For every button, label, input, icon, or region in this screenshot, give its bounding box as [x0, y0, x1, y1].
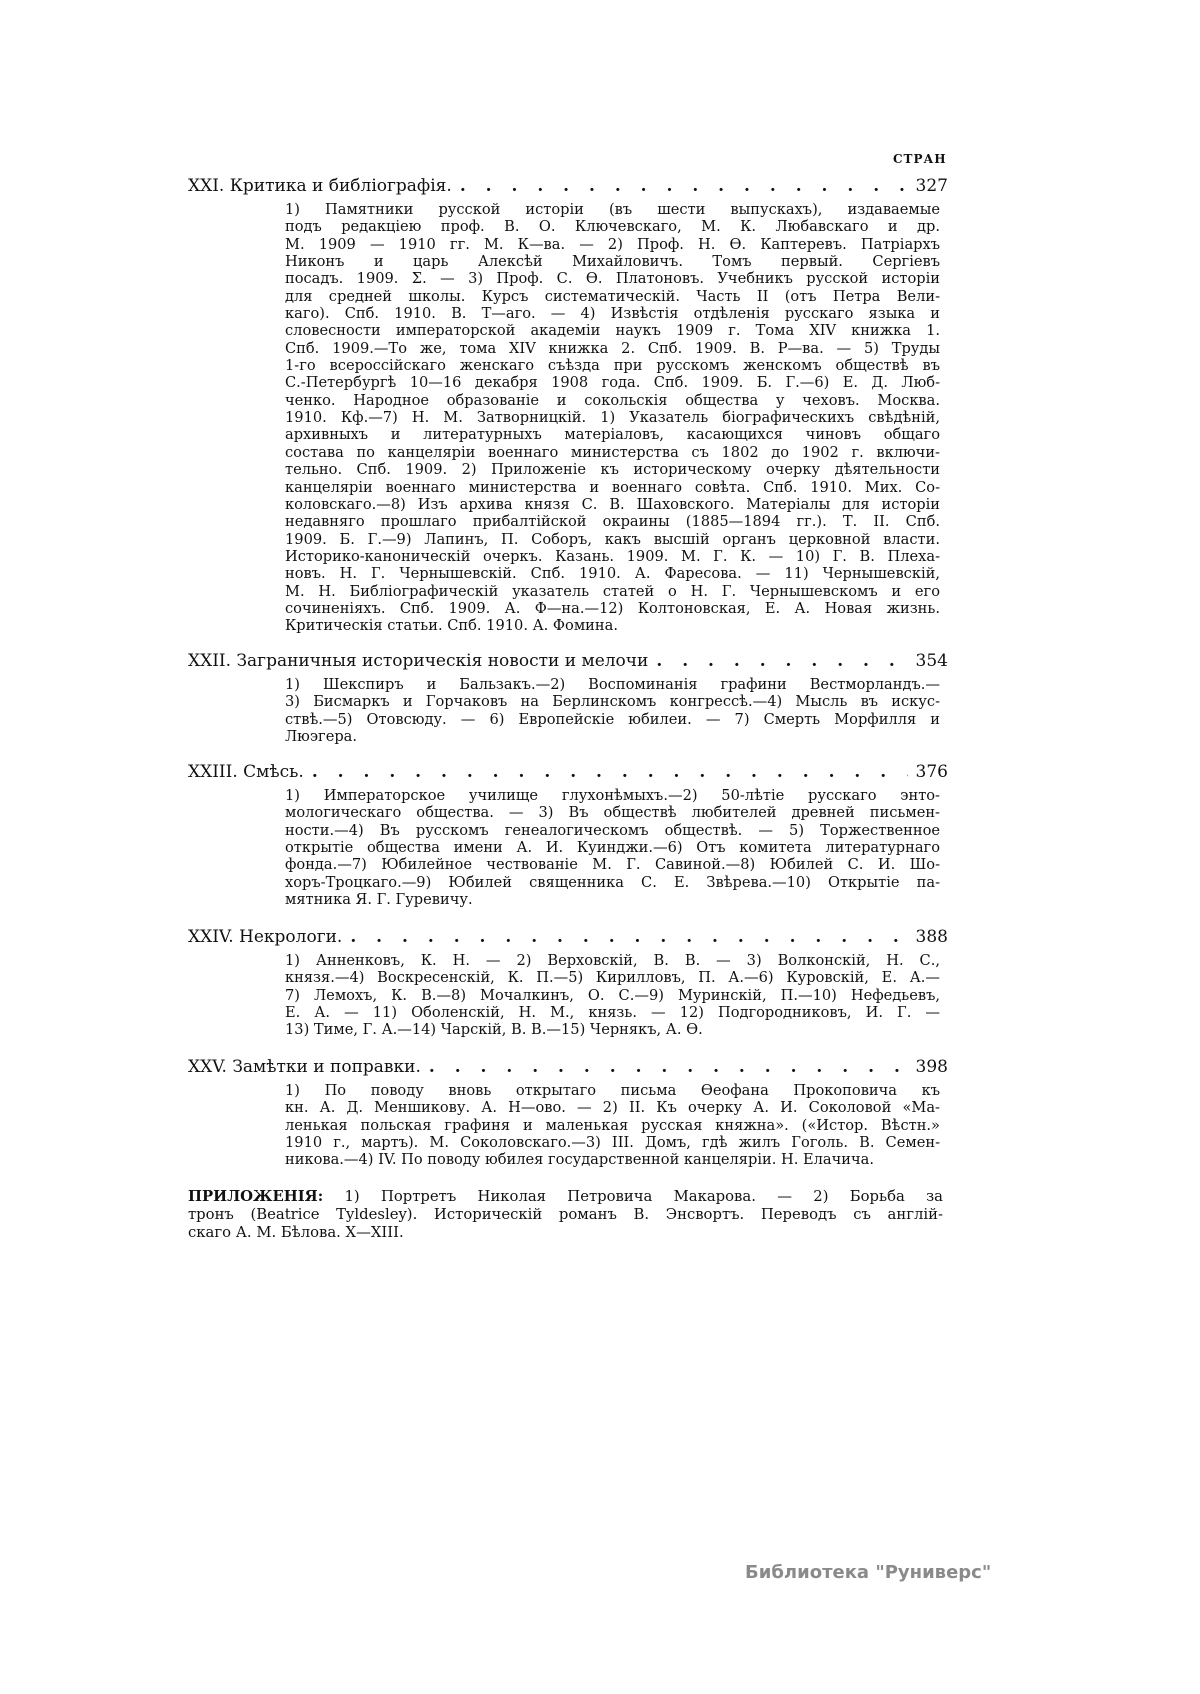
section-title: XXII. Заграничныя историческія новости и мелочи [188, 651, 649, 671]
appendix-line [188, 1188, 943, 1206]
contents-line: мологическаго общества. — 3) Въ обществѣ любителей древней письмен- [285, 804, 940, 822]
appendix-text: 1) Портретъ Николая Петровича Макарова. — 2) Борьба за [344, 1188, 943, 1205]
contents-line: князя.—4) Воскресенскій, К. П.—5) Кирилловъ, П. А.—6) Куровскій, Е. А.— [285, 969, 940, 987]
section-heading [188, 651, 948, 673]
contents-line: Спб. 1909.—То же, тома XIV книжка 2. Спб. 1909. В. Р—ва. — 5) Труды [285, 339, 940, 357]
contents-line: 1-го всероссійскаго женскаго съѣзда при русскомъ женскомъ обществѣ въ [285, 357, 940, 375]
contents-line: ченко. Народное образованіе и сокольскія общества у чеховъ. Москва. [285, 391, 940, 409]
contents-line: 1910. Кф.—7) Н. М. Затворницкій. 1) Указатель біографическихъ свѣдѣній, [285, 409, 940, 427]
contents-line: открытіе общества имени А. И. Куинджи.—6) Отъ комитета литературнаго [285, 839, 940, 857]
contents-line: 3) Бисмаркъ и Горчаковъ на Берлинскомъ конгрессѣ.—4) Мысль въ искус- [285, 693, 940, 711]
contents-line: ности.—4) Въ русскомъ генеалогическомъ обществѣ. — 5) Торжественное [285, 821, 940, 839]
page-column-header: СТРАН [893, 152, 947, 166]
section-title: XXV. Замѣтки и поправки. [188, 1057, 421, 1077]
contents-line: мятника Я. Г. Гуревичу. [285, 891, 473, 909]
contents-line: состава по канцеляріи военнаго министерства съ 1802 до 1902 г. включи- [285, 443, 940, 461]
page-number: 376 [915, 762, 948, 782]
page-number: 398 [915, 1057, 948, 1077]
contents-line: ствѣ.—5) Отовсюду. — 6) Европейскіе юбилеи. — 7) Смерть Морфилля и [285, 710, 940, 728]
contents-line: 1) Императорское училище глухонѣмыхъ.—2) 50-лѣтіе русскаго энто- [285, 787, 940, 804]
section-heading [188, 762, 948, 784]
toc-section [188, 651, 948, 745]
contents-line: 1) По поводу вновь открытаго письма Ѳеофана Прокоповича къ [285, 1082, 940, 1099]
contents-line: 1) Памятники русской исторіи (въ шести выпускахъ), издаваемые [285, 201, 940, 218]
contents-line: словесности императорской академіи наукъ 1909 г. Тома XIV книжка 1. [285, 322, 940, 340]
contents-line: тельно. Спб. 1909. 2) Приложеніе къ историческому очерку дѣятельности [285, 461, 940, 479]
contents-line: каго). Спб. 1910. В. Т—аго. — 4) Извѣстія отдѣленія русскаго языка и [285, 305, 940, 323]
contents-line: посадъ. 1909. Σ. — 3) Проф. С. Ѳ. Платоновъ. Учебникъ русской исторіи [285, 270, 940, 288]
contents-line: недавняго прошлаго прибалтійской окраины (1885—1894 гг.). Т. II. Спб. [285, 513, 940, 531]
contents-line: 1910 г., мартъ). М. Соколовскаго.—3) III. Домъ, гдѣ жилъ Гоголь. В. Семен- [285, 1134, 940, 1152]
section-contents [285, 676, 940, 745]
appendix [188, 1188, 943, 1242]
section-contents [285, 201, 940, 635]
toc-section [188, 927, 948, 1039]
section-heading [188, 927, 948, 949]
contents-line: Е. А. — 11) Оболенскій, Н. М., князь. — 12) Подгородниковъ, И. Г. — [285, 1004, 940, 1022]
contents-line: 1) Шекспиръ и Бальзакъ.—2) Воспоминанія графини Вестморландъ.— [285, 676, 940, 693]
section-title: XXIII. Смѣсь. [188, 762, 304, 782]
contents-line: М. 1909 — 1910 гг. М. К—ва. — 2) Проф. Н. Ѳ. Каптеревъ. Патріархъ [285, 235, 940, 253]
contents-line: Историко-каноническій очеркъ. Казань. 1909. М. Г. К. — 10) Г. В. Плеха- [285, 547, 940, 565]
contents-line: сочиненіяхъ. Спб. 1909. А. Ф—на.—12) Колтоновская, Е. А. Новая жизнь. [285, 599, 940, 617]
library-watermark: Библиотека "Руниверс" [745, 1562, 992, 1583]
contents-line: М. Н. Библіографическій указатель статей о Н. Г. Чернышевскомъ и его [285, 582, 940, 600]
contents-line: хоръ-Троцкаго.—9) Юбилей священника С. Е. Звѣрева.—10) Открытіе па- [285, 873, 940, 891]
leader-dots [429, 1057, 908, 1077]
contents-line: 13) Тиме, Г. А.—14) Чарскій, В. В.—15) Чернякъ, А. Ѳ. [285, 1021, 703, 1039]
contents-line: Люэгера. [285, 728, 358, 746]
contents-line: кн. А. Д. Меншикову. А. Н—ово. — 2) II. Къ очерку А. И. Соколовой «Ма- [285, 1099, 940, 1117]
section-contents [285, 787, 940, 908]
contents-line: подъ редакціею проф. В. О. Ключевскаго, М. К. Любавскаго и др. [285, 218, 940, 236]
contents-line: коловскаго.—8) Изъ архива князя С. В. Шаховского. Матеріалы для исторіи [285, 495, 940, 513]
contents-line: 1909. Б. Г.—9) Лапинъ, П. Соборъ, какъ высшій органъ церковной власти. [285, 530, 940, 548]
section-title: XXI. Критика и библіографія. [188, 176, 452, 196]
contents-line: 1) Анненковъ, К. Н. — 2) Верховскій, В. В. — 3) Волконскій, Н. С., [285, 952, 940, 969]
page-number: 354 [915, 651, 948, 671]
appendix-line: скаго А. М. Бѣлова. X—XIII. [188, 1224, 404, 1241]
leader-dots [460, 176, 908, 196]
contents-line: архивныхъ и литературныхъ матеріаловъ, касающихся чиновъ общаго [285, 426, 940, 444]
section-heading [188, 176, 948, 198]
contents-line: фонда.—7) Юбилейное чествованіе М. Г. Савиной.—8) Юбилей С. И. Шо- [285, 856, 940, 874]
contents-line: Критическія статьи. Спб. 1910. А. Фомина. [285, 617, 618, 635]
toc-section [188, 762, 948, 908]
contents-line: канцеляріи военнаго министерства и военнаго совѣта. Спб. 1910. Мих. Со- [285, 478, 940, 496]
section-heading [188, 1057, 948, 1079]
contents-line: 7) Лемохъ, К. В.—8) Мочалкинъ, О. С.—9) Муринскій, П.—10) Нефедьевъ, [285, 986, 940, 1004]
toc-section [188, 176, 948, 635]
appendix-label: ПРИЛОЖЕНІЯ: [188, 1188, 324, 1205]
contents-line: Никонъ и царь Алексѣй Михайловичъ. Томъ первый. Сергіевъ [285, 253, 940, 271]
contents-line: никова.—4) IV. По поводу юбилея государственной канцеляріи. Н. Елачича. [285, 1151, 874, 1169]
section-title: XXIV. Некрологи. [188, 927, 343, 947]
leader-dots [350, 927, 907, 947]
section-contents [285, 1082, 940, 1169]
contents-line: С.-Петербургѣ 10—16 декабря 1908 года. Спб. 1909. Б. Г.—6) Е. Д. Люб- [285, 374, 940, 392]
contents-line: ленькая польская графиня и маленькая русская княжна». («Истор. Вѣстн.» [285, 1116, 940, 1134]
page-number: 388 [915, 927, 948, 947]
toc-section [188, 1057, 948, 1169]
contents-line: новъ. Н. Г. Чернышевскій. Спб. 1910. А. Фаресова. — 11) Чернышевскій, [285, 565, 940, 583]
contents-line: для средней школы. Курсъ систематическій. Часть II (отъ Петра Вели- [285, 287, 940, 305]
page-number: 327 [915, 176, 948, 196]
leader-dots [312, 762, 908, 782]
appendix-line: тронъ (Beatrice Tyldesley). Историческій романъ В. Энсвортъ. Переводъ съ англій- [188, 1206, 943, 1223]
section-contents [285, 952, 940, 1039]
leader-dots [656, 651, 907, 671]
